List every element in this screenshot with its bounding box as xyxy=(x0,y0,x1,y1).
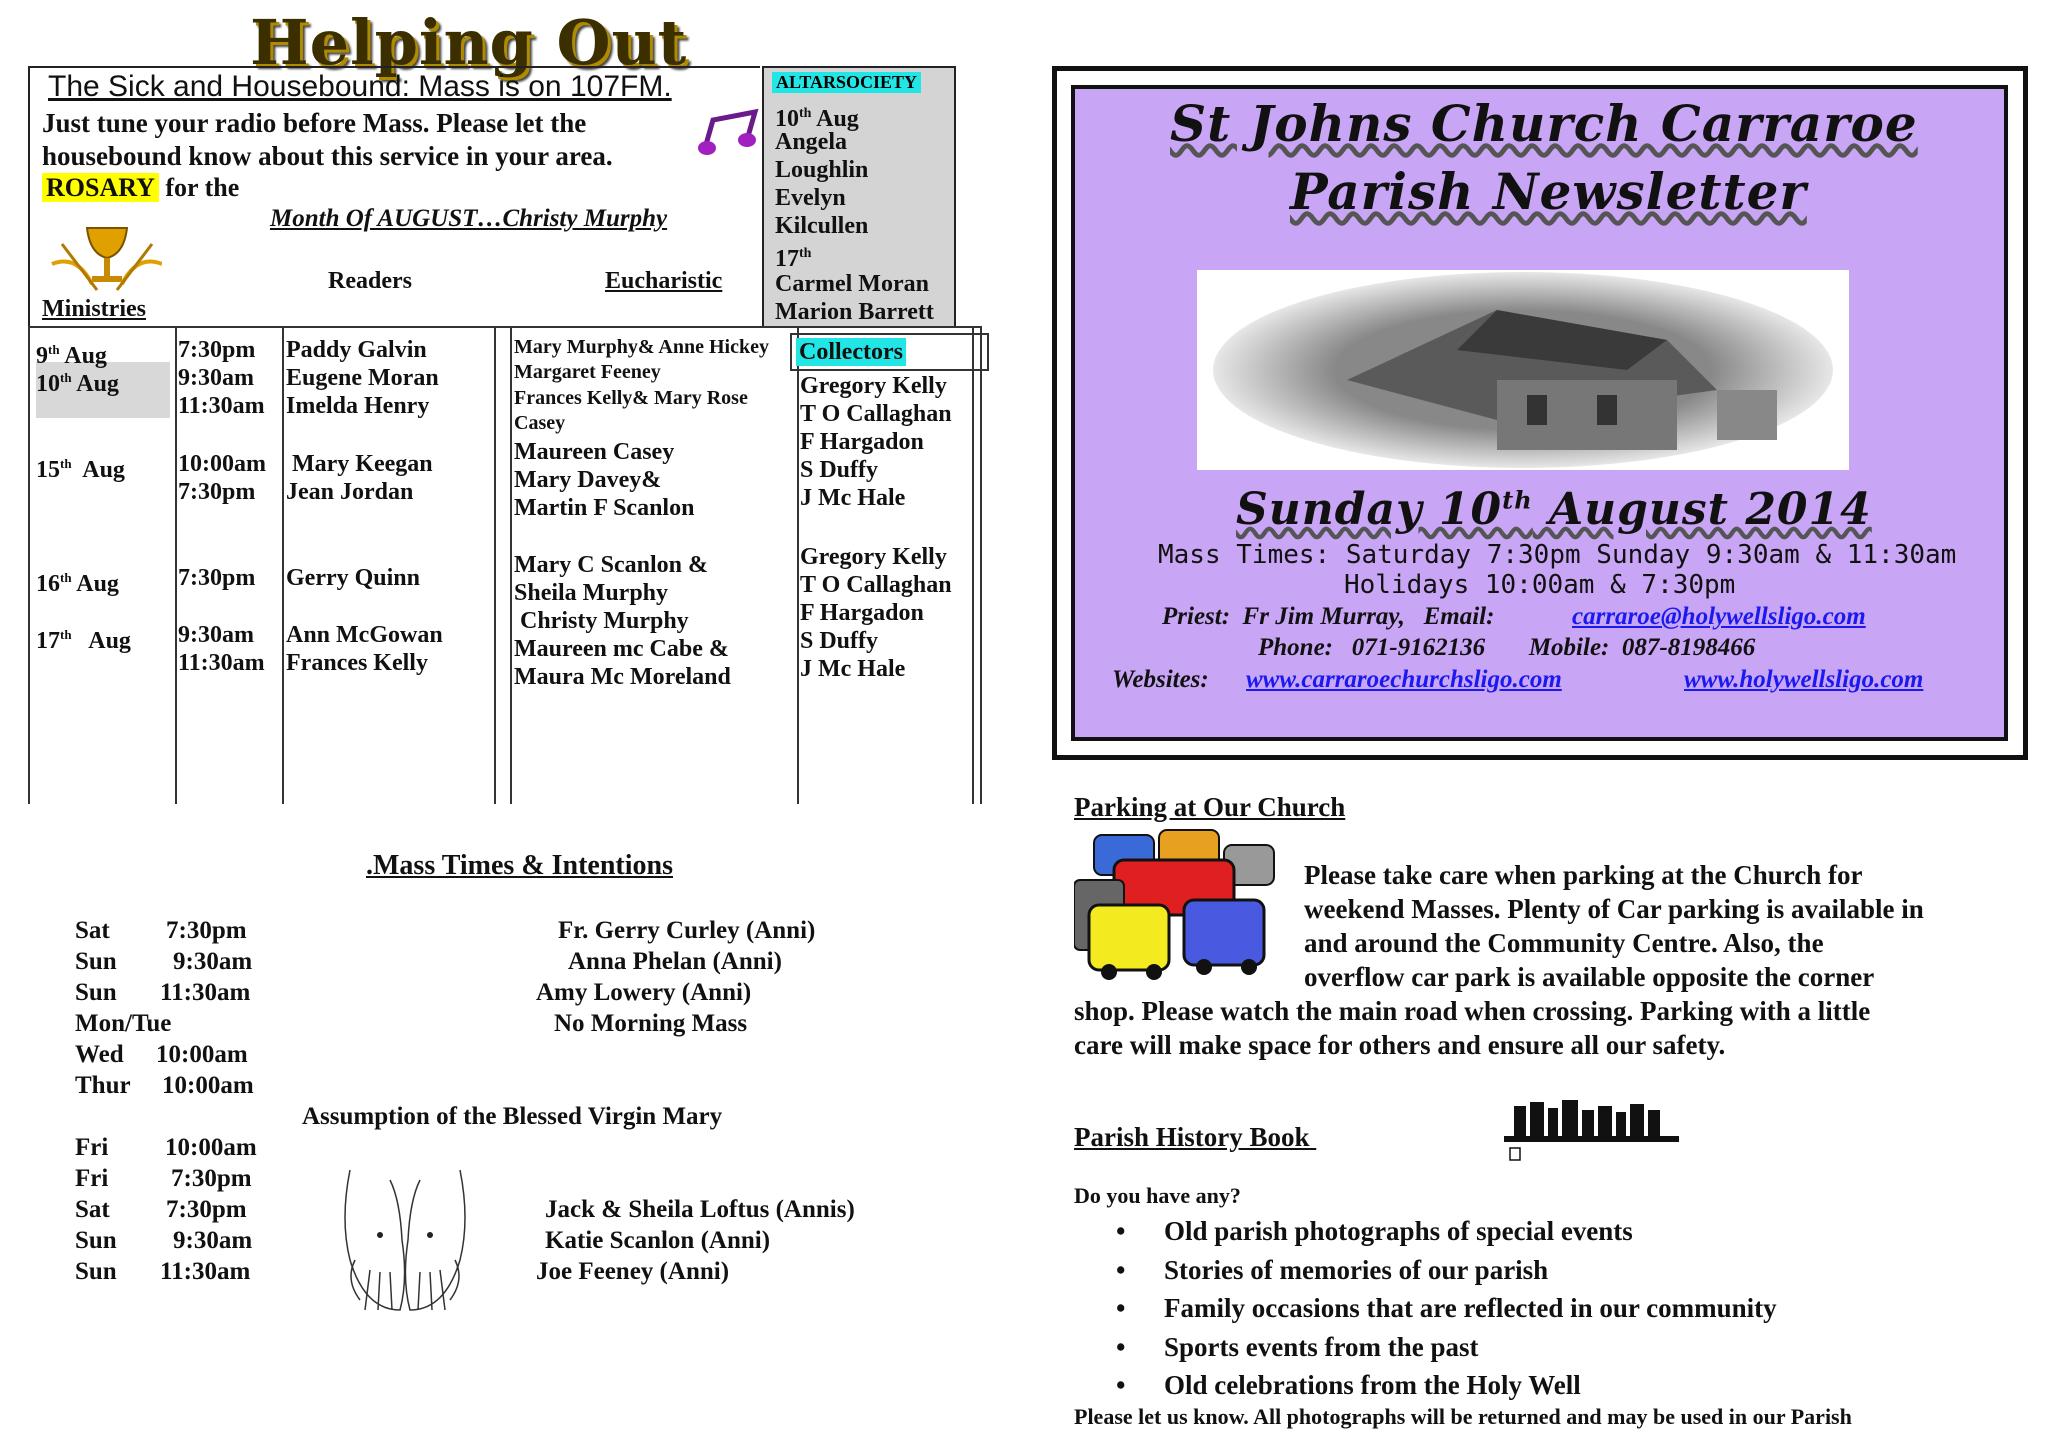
eucharistic-10: Christy Murphy xyxy=(514,608,689,634)
mass-intent-1: Fr. Gerry Curley (Anni) xyxy=(558,917,816,944)
date-3: 15 xyxy=(36,457,60,483)
cars-clipart-icon xyxy=(1074,825,1284,980)
mass-time-1: 7:30pm xyxy=(166,917,247,944)
collector-10: J Mc Hale xyxy=(800,656,906,682)
eucharistic-3: Frances Kelly& Mary Rose xyxy=(514,387,748,409)
altar-date-1: 10 xyxy=(775,106,799,132)
date-2-rest: Aug xyxy=(71,371,119,397)
mass-intent-4: No Morning Mass xyxy=(554,1010,748,1037)
mass2-intent-5: Joe Feeney (Anni) xyxy=(536,1258,730,1285)
time-8: 11:30am xyxy=(178,650,265,676)
sunday-date-sup: th xyxy=(1502,485,1533,515)
assumption-heading: Assumption of the Blessed Virgin Mary xyxy=(302,1103,723,1130)
altar-name-4: Kilcullen xyxy=(775,213,869,239)
sick-line-2: housebound know about this service in your area. xyxy=(42,141,613,171)
history-item: • Family occasions that are reflected in our community xyxy=(1116,1293,1777,1323)
sick-line-1: Just tune your radio before Mass. Please let the xyxy=(42,108,587,138)
eucharistic-label: Eucharistic xyxy=(605,268,723,294)
altar-date-1-rest: Aug xyxy=(811,106,859,132)
mass-time-2: 9:30am xyxy=(173,948,253,975)
eucharistic-7: Martin F Scanlon xyxy=(514,495,695,521)
eucharistic-4: Casey xyxy=(514,412,566,434)
church-photo xyxy=(1197,270,1849,470)
collectors-header: Collectors xyxy=(796,338,906,366)
altar-name-3: Evelyn xyxy=(775,185,846,211)
history-item: • Old celebrations from the Holy Well xyxy=(1116,1370,1581,1400)
time-3: 11:30am xyxy=(178,393,265,419)
collector-5: J Mc Hale xyxy=(800,485,906,511)
date-1-rest: Aug xyxy=(59,343,107,369)
date-2: 10 xyxy=(36,371,60,397)
eucharistic-11: Maureen mc Cabe & xyxy=(514,636,729,662)
eucharistic-8: Mary C Scanlon & xyxy=(514,552,708,578)
time-5: 7:30pm xyxy=(178,479,256,505)
collector-1: Gregory Kelly xyxy=(800,373,947,399)
reader-8: Frances Kelly xyxy=(286,650,428,676)
collector-3: F Hargadon xyxy=(800,429,924,455)
altar-name-1: Angela xyxy=(775,129,847,155)
mass2-time-5: 11:30am xyxy=(160,1258,251,1285)
mass-day-4: Mon/Tue xyxy=(75,1010,172,1037)
date-2-sup: th xyxy=(60,370,72,385)
parking-line-4: overflow car park is available opposite the corner xyxy=(1304,962,1875,992)
time-4: 10:00am xyxy=(178,451,266,477)
mass-times-line-2: Holidays 10:00am & 7:30pm xyxy=(1344,570,1736,600)
newsletter-title: Parish Newsletter xyxy=(1290,162,1807,221)
rosary-month: Month Of AUGUST…Christy Murphy xyxy=(270,205,668,232)
altar-date-1-sup: th xyxy=(799,106,812,121)
church-photo-frame xyxy=(1197,270,1849,470)
mass-day-1: Sat xyxy=(75,917,110,944)
for-the-label: for the xyxy=(165,173,240,202)
mass2-day-5: Sun xyxy=(75,1258,117,1285)
helping-out-title: Helping Out xyxy=(250,6,688,79)
mass-times-line-1: Mass Times: Saturday 7:30pm Sunday 9:30am & 11:30am xyxy=(1158,540,1957,570)
sick-heading: The Sick and Housebound: Mass is on 107FM. xyxy=(48,70,672,103)
collector-6: Gregory Kelly xyxy=(800,544,947,570)
history-item: • Stories of memories of our parish xyxy=(1116,1254,1549,1285)
history-heading: Parish History Book xyxy=(1074,1122,1317,1152)
church-title: St Johns Church Carraroe xyxy=(1170,94,1918,153)
mass2-intent-3: Jack & Sheila Loftus (Annis) xyxy=(545,1196,855,1223)
altar-name-5: Carmel Moran xyxy=(775,271,929,297)
praying-hands-icon xyxy=(330,1160,480,1320)
date-4-sup: th xyxy=(60,570,72,585)
date-5-sup: th xyxy=(60,627,72,642)
mass-time-5: 10:00am xyxy=(156,1041,248,1068)
collector-2: T O Callaghan xyxy=(800,401,952,427)
mass2-day-2: Fri xyxy=(75,1165,109,1192)
collector-4: S Duffy xyxy=(800,457,879,483)
mass-times-heading: .Mass Times & Intentions xyxy=(366,850,674,881)
history-item: • Sports events from the past xyxy=(1116,1331,1479,1362)
chalice-icon xyxy=(42,224,162,294)
date-1: 9 xyxy=(36,343,48,369)
mass-time-3: 11:30am xyxy=(160,979,251,1006)
parking-line-6: care will make space for others and ensure all our safety. xyxy=(1074,1030,1726,1060)
website-link-1[interactable]: www.carraroechurchsligo.com xyxy=(1246,666,1562,693)
reader-7: Ann McGowan xyxy=(286,622,443,648)
priest-line: Priest: Fr Jim Murray, Email: xyxy=(1162,603,1495,630)
mass2-time-1: 10:00am xyxy=(165,1134,257,1161)
mass2-time-3: 7:30pm xyxy=(166,1196,247,1223)
email-link[interactable]: carraroe@holywellsligo.com xyxy=(1572,603,1866,630)
parking-line-5: shop. Please watch the main road when crossing. Parking with a little xyxy=(1074,996,1871,1026)
date-4-rest: Aug xyxy=(71,571,119,597)
reader-6: Gerry Quinn xyxy=(286,565,421,591)
parking-line-1: Please take care when parking at the Church for xyxy=(1304,860,1863,890)
parking-line-3: and around the Community Centre. Also, the xyxy=(1304,928,1824,958)
mass2-day-3: Sat xyxy=(75,1196,110,1223)
mass2-intent-4: Katie Scanlon (Anni) xyxy=(545,1227,771,1254)
time-7: 9:30am xyxy=(178,622,254,648)
parking-heading: Parking at Our Church xyxy=(1074,792,1346,822)
history-item: • Old parish photographs of special events xyxy=(1116,1216,1633,1246)
reader-1: Paddy Galvin xyxy=(286,337,427,363)
date-5-rest: Aug xyxy=(71,628,131,654)
mass-intent-3: Amy Lowery (Anni) xyxy=(536,979,752,1006)
ministries-label: Ministries xyxy=(42,296,146,322)
history-footer: Please let us know. All photographs will be returned and may be used in our Parish xyxy=(1074,1404,1852,1429)
eucharistic-9: Sheila Murphy xyxy=(514,580,669,606)
altar-name-2: Loughlin xyxy=(775,157,869,183)
reader-4: Mary Keegan xyxy=(286,451,433,477)
sunday-date-b: August 2014 xyxy=(1532,484,1872,535)
readers-label: Readers xyxy=(328,268,412,294)
mass-day-5: Wed xyxy=(75,1041,124,1068)
date-3-sup: th xyxy=(60,456,72,471)
mass2-time-2: 7:30pm xyxy=(171,1165,252,1192)
website-link-2[interactable]: www.holywellsligo.com xyxy=(1684,666,1924,693)
date-4: 16 xyxy=(36,571,60,597)
music-note-icon xyxy=(695,108,765,158)
rosary-label: ROSARY xyxy=(42,173,159,202)
time-1: 7:30pm xyxy=(178,337,256,363)
sunday-date-a: Sunday 10 xyxy=(1236,484,1503,535)
time-6: 7:30pm xyxy=(178,565,256,591)
altar-name-6: Marion Barrett xyxy=(775,299,934,325)
mass-day-6: Thur xyxy=(75,1072,131,1099)
history-list xyxy=(1116,1212,1777,1405)
date-3-rest: Aug xyxy=(71,457,125,483)
phone-line: Phone: 071-9162136 Mobile: 087-8198466 xyxy=(1258,634,1756,661)
mass-time-6: 10:00am xyxy=(162,1072,254,1099)
mass-day-3: Sun xyxy=(75,979,117,1006)
collector-8: F Hargadon xyxy=(800,600,924,626)
parking-line-2: weekend Masses. Plenty of Car parking is available in xyxy=(1304,894,1924,924)
mass-intent-2: Anna Phelan (Anni) xyxy=(568,948,782,975)
eucharistic-5: Maureen Casey xyxy=(514,439,675,465)
eucharistic-1: Mary Murphy& Anne Hickey xyxy=(514,336,769,358)
mass2-time-4: 9:30am xyxy=(173,1227,253,1254)
books-icon xyxy=(1504,1096,1684,1166)
altar-society-header: ALTARSOCIETY xyxy=(772,72,921,93)
altar-date-2-sup: th xyxy=(799,246,812,261)
eucharistic-6: Mary Davey& xyxy=(514,467,662,493)
mass-day-2: Sun xyxy=(75,948,117,975)
time-2: 9:30am xyxy=(178,365,254,391)
eucharistic-12: Maura Mc Moreland xyxy=(514,664,731,690)
eucharistic-2: Margaret Feeney xyxy=(514,361,661,383)
collector-7: T O Callaghan xyxy=(800,572,952,598)
reader-3: Imelda Henry xyxy=(286,393,430,419)
reader-2: Eugene Moran xyxy=(286,365,439,391)
websites-label: Websites: xyxy=(1112,666,1209,693)
mass2-day-4: Sun xyxy=(75,1227,117,1254)
date-1-sup: th xyxy=(48,342,60,357)
mass2-day-1: Fri xyxy=(75,1134,109,1161)
reader-5: Jean Jordan xyxy=(286,479,414,505)
date-5: 17 xyxy=(36,628,60,654)
collector-9: S Duffy xyxy=(800,628,879,654)
history-question: Do you have any? xyxy=(1074,1183,1241,1208)
altar-date-2: 17 xyxy=(775,246,799,272)
